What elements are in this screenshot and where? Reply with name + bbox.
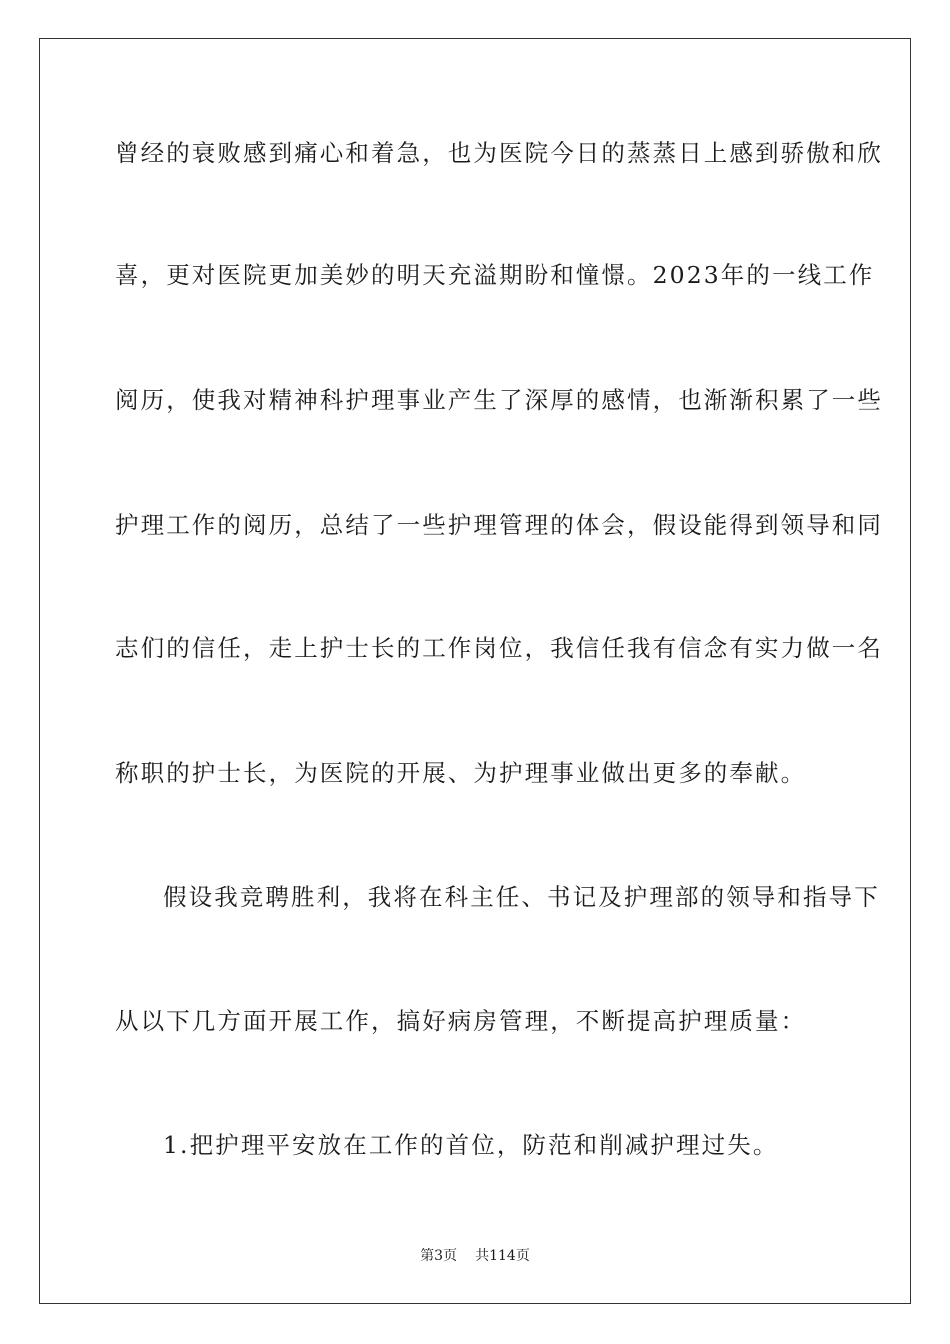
body-line-8: 从以下几方面开展工作，搞好病房管理，不断提高护理质量： xyxy=(115,1007,807,1035)
body-line-5: 志们的信任，走上护士长的工作岗位，我信任我有信念有实力做一名 xyxy=(115,634,883,662)
body-line-9: 1.把护理平安放在工作的首位，防范和削减护理过失。 xyxy=(163,1131,779,1159)
page-total: 共114页 xyxy=(475,1248,530,1264)
body-line-7: 假设我竞聘胜利，我将在科主任、书记及护理部的领导和指导下 xyxy=(163,883,880,911)
body-line-4: 护理工作的阅历，总结了一些护理管理的体会，假设能得到领导和同 xyxy=(115,511,883,539)
body-line-2: 喜，更对医院更加美妙的明天充溢期盼和憧憬。2023年的一线工作 xyxy=(115,261,875,289)
body-line-6: 称职的护士长，为医院的开展、为护理事业做出更多的奉献。 xyxy=(115,759,807,787)
page-number: 第3页 xyxy=(420,1248,458,1264)
page-frame xyxy=(39,38,911,1304)
body-line-3: 阅历，使我对精神科护理事业产生了深厚的感情，也渐渐积累了一些 xyxy=(115,386,883,414)
page-footer xyxy=(0,1247,950,1265)
body-line-1: 曾经的衰败感到痛心和着急，也为医院今日的蒸蒸日上感到骄傲和欣 xyxy=(115,139,883,167)
